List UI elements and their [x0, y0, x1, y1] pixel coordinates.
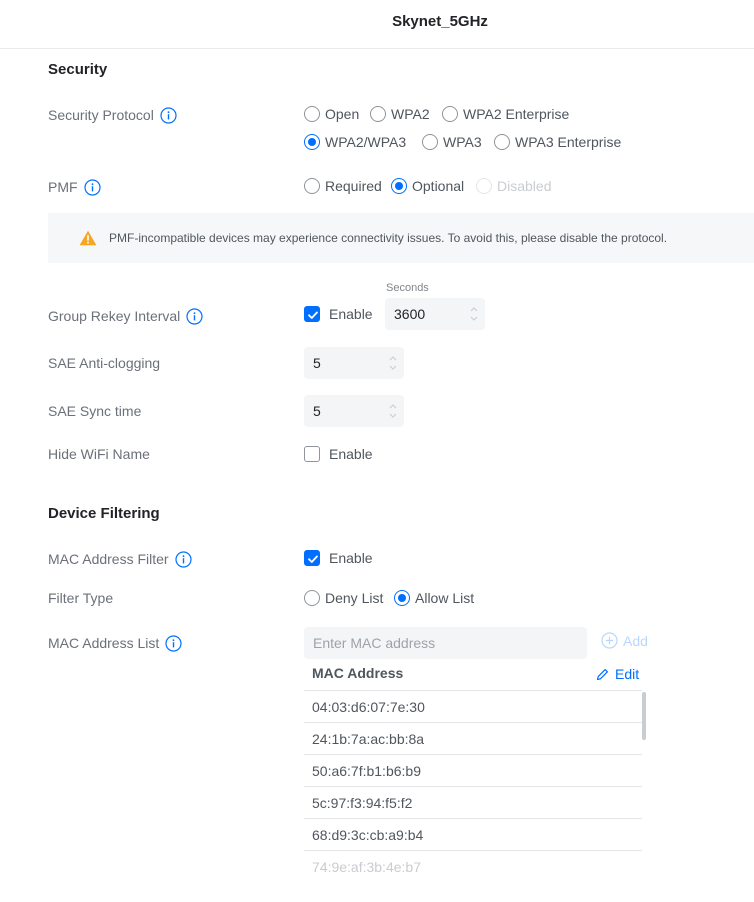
info-icon[interactable] [186, 308, 203, 325]
edit-label: Edit [615, 666, 640, 682]
sae-anticlogging-input[interactable] [304, 347, 404, 379]
filter-deny-list-radio[interactable] [304, 588, 383, 608]
protocol-wpa3-radio[interactable] [422, 132, 482, 152]
mac-filter-enable-checkbox[interactable] [304, 548, 373, 568]
pmf-warning-banner [48, 213, 754, 263]
pmf-option-label: Required [325, 178, 382, 194]
pmf-optional-radio[interactable] [391, 176, 464, 196]
filter-type-label-text: Filter Type [48, 590, 114, 606]
info-icon[interactable] [84, 179, 101, 196]
info-icon[interactable] [160, 107, 177, 124]
security-protocol-label-text: Security Protocol [48, 107, 154, 123]
chevron-up-down-icon[interactable] [388, 402, 398, 420]
group-rekey-label [48, 306, 203, 326]
warning-triangle-icon [79, 230, 97, 246]
info-icon[interactable] [165, 635, 182, 652]
checkbox-label: Enable [329, 446, 373, 462]
sae-sync-label-text: SAE Sync time [48, 403, 142, 419]
table-header [304, 659, 642, 691]
warning-text: PMF-incompatible devices may experience connectivity issues. To avoid this, please disable the protocol. [109, 231, 668, 245]
mac-address-column-header: MAC Address [312, 665, 404, 681]
edit-button[interactable] [596, 666, 639, 682]
filter-type-label [48, 588, 113, 608]
table-scrollbar[interactable] [642, 692, 646, 740]
group-rekey-input[interactable] [385, 298, 485, 330]
radio-circle [304, 134, 320, 150]
mac-address-table [304, 659, 642, 902]
pmf-label [48, 177, 101, 197]
security-protocol-label [48, 105, 177, 125]
pmf-required-radio[interactable] [304, 176, 382, 196]
protocol-option-label: WPA2 Enterprise [463, 106, 570, 122]
checkmark-icon [307, 553, 319, 565]
chevron-up-down-icon[interactable] [388, 354, 398, 372]
info-icon[interactable] [175, 551, 192, 568]
group-rekey-value: 3600 [394, 306, 426, 322]
radio-circle [476, 178, 492, 194]
protocol-option-label: WPA3 [443, 134, 482, 150]
mac-filter-label [48, 549, 192, 569]
table-row[interactable]: 24:1b:7a:ac:bb:8a [304, 723, 642, 755]
pmf-disabled-radio [476, 176, 551, 196]
table-row[interactable]: 5c:97:f3:94:f5:f2 [304, 787, 642, 819]
radio-circle [304, 178, 320, 194]
protocol-option-label: WPA2 [391, 106, 430, 122]
filter-option-label: Deny List [325, 590, 384, 606]
filter-allow-list-radio[interactable] [394, 588, 474, 608]
radio-circle [394, 590, 410, 606]
radio-circle [304, 106, 320, 122]
device-filtering-section-title: Device Filtering [48, 505, 160, 522]
radio-circle [442, 106, 458, 122]
mac-address-input[interactable] [304, 627, 587, 659]
checkmark-icon [307, 309, 319, 321]
hide-wifi-label-text: Hide WiFi Name [48, 446, 150, 462]
protocol-wpa2-radio[interactable] [370, 104, 430, 124]
checkbox-box [304, 446, 320, 462]
checkbox-label: Enable [329, 550, 373, 566]
checkbox-box [304, 550, 320, 566]
protocol-wpa3-enterprise-radio[interactable] [494, 132, 621, 152]
protocol-wpa2-enterprise-radio[interactable] [442, 104, 569, 124]
mac-list-label [48, 633, 182, 653]
protocol-option-label: Open [325, 106, 360, 122]
security-section-title: Security [48, 61, 108, 78]
filter-option-label: Allow List [415, 590, 475, 606]
hide-wifi-enable-checkbox[interactable] [304, 444, 373, 464]
chevron-up-down-icon[interactable] [469, 305, 479, 323]
seconds-label: Seconds [386, 282, 429, 294]
mac-list-label-text: MAC Address List [48, 635, 160, 651]
sae-sync-label [48, 401, 141, 421]
sae-sync-value: 5 [313, 403, 321, 419]
add-label: Add [623, 632, 648, 649]
protocol-wpa2-wpa3-radio[interactable] [304, 132, 406, 152]
checkbox-box [304, 306, 320, 322]
protocol-option-label: WPA3 Enterprise [515, 134, 622, 150]
radio-circle [391, 178, 407, 194]
sae-sync-input[interactable] [304, 395, 404, 427]
sae-anticlogging-label [48, 353, 160, 373]
panel-header [0, 0, 754, 49]
sae-anticlogging-value: 5 [313, 355, 321, 371]
table-row[interactable]: 68:d9:3c:cb:a9:b4 [304, 819, 642, 851]
network-name-title: Skynet_5GHz [392, 13, 488, 30]
mac-filter-label-text: MAC Address Filter [48, 551, 169, 567]
radio-circle [422, 134, 438, 150]
pmf-label-text: PMF [48, 179, 78, 195]
sae-anticlogging-label-text: SAE Anti-clogging [48, 355, 161, 371]
table-row[interactable]: 74:9e:af:3b:4e:b7 [312, 859, 421, 875]
pmf-option-label: Optional [412, 178, 465, 194]
add-mac-button[interactable] [601, 632, 648, 649]
checkbox-label: Enable [329, 306, 373, 322]
table-row[interactable]: 04:03:d6:07:7e:30 [304, 691, 642, 723]
radio-circle [494, 134, 510, 150]
pmf-option-label: Disabled [497, 178, 552, 194]
table-row[interactable]: 50:a6:7f:b1:b6:b9 [304, 755, 642, 787]
group-rekey-enable-checkbox[interactable] [304, 304, 373, 324]
pencil-icon [596, 668, 609, 681]
hide-wifi-label [48, 444, 150, 464]
radio-circle [304, 590, 320, 606]
protocol-open-radio[interactable] [304, 104, 359, 124]
protocol-option-label: WPA2/WPA3 [325, 134, 407, 150]
plus-circle-icon [601, 632, 618, 649]
group-rekey-label-text: Group Rekey Interval [48, 308, 181, 324]
radio-circle [370, 106, 386, 122]
